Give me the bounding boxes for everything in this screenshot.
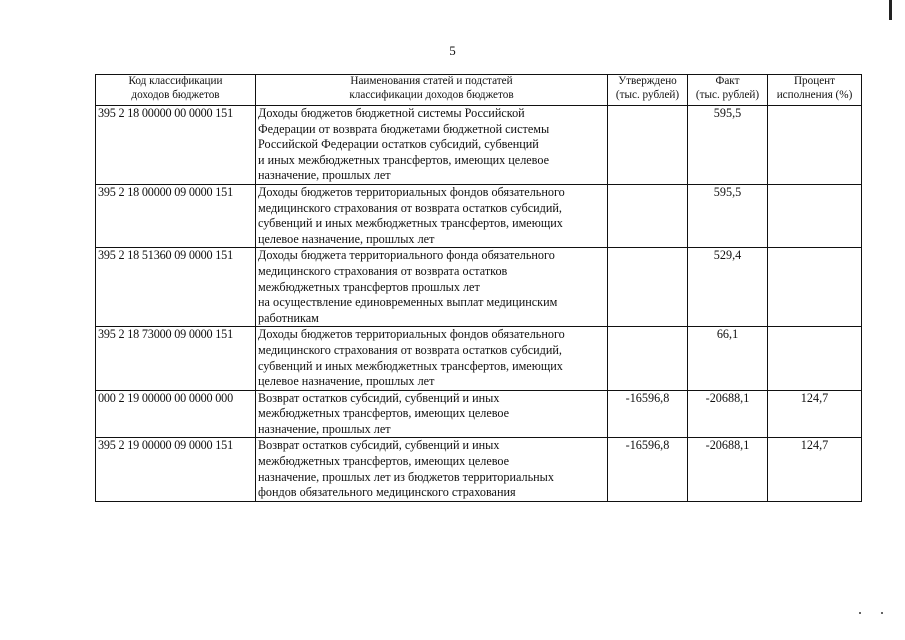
row-name: Доходы бюджета территориального фонда обязательного медицинского страхования от возврата остатков межбюджетных трансфертов прошлых лет на осуществление единовременных выплат медицинским работникам: [256, 248, 608, 327]
row-code: 395 2 18 00000 09 0000 151: [96, 184, 256, 247]
row-fact: 66,1: [688, 327, 768, 390]
row-approved: [608, 327, 688, 390]
row-percent: [768, 184, 862, 247]
row-approved: [608, 248, 688, 327]
scan-speck: [859, 612, 861, 614]
row-percent: 124,7: [768, 390, 862, 438]
row-percent: [768, 327, 862, 390]
header-percent: Процент исполнения (%): [768, 75, 862, 106]
table-row: [96, 438, 862, 501]
scan-edge-mark: [889, 0, 892, 20]
row-percent: 124,7: [768, 438, 862, 501]
row-name: Возврат остатков субсидий, субвенций и иных межбюджетных трансфертов, имеющих целевое назначение, прошлых лет: [256, 390, 608, 438]
row-percent: [768, 106, 862, 185]
table-row: [96, 184, 862, 247]
row-name: Доходы бюджетов территориальных фондов обязательного медицинского страхования от возврата остатков субсидий, субвенций и иных межбюджетных трансфертов, имеющих целевое назначение, прошлых лет: [256, 184, 608, 247]
header-row: [96, 75, 862, 106]
row-name: Возврат остатков субсидий, субвенций и иных межбюджетных трансфертов, имеющих целевое назначение, прошлых лет из бюджетов территориальных фондов обязательного медицинского страхования: [256, 438, 608, 501]
table-row: [96, 248, 862, 327]
row-percent: [768, 248, 862, 327]
row-name: Доходы бюджетов бюджетной системы Российской Федерации от возврата бюджетами бюджетной системы Российской Федерации остатков субсидий, субвенций и иных межбюджетных трансфертов, имеющих целевое назначение, прошлых лет: [256, 106, 608, 185]
row-fact: 595,5: [688, 106, 768, 185]
header-code: Код классификации доходов бюджетов: [96, 75, 256, 106]
row-fact: 529,4: [688, 248, 768, 327]
row-code: 395 2 18 73000 09 0000 151: [96, 327, 256, 390]
row-code: 395 2 18 51360 09 0000 151: [96, 248, 256, 327]
revenue-table: [95, 74, 862, 502]
page-number: 5: [449, 43, 456, 58]
table-row: [96, 106, 862, 185]
row-fact: 595,5: [688, 184, 768, 247]
table-row: [96, 390, 862, 438]
row-approved: -16596,8: [608, 390, 688, 438]
row-approved: -16596,8: [608, 438, 688, 501]
header-approved: Утверждено (тыс. рублей): [608, 75, 688, 106]
row-approved: [608, 184, 688, 247]
row-name: Доходы бюджетов территориальных фондов обязательного медицинского страхования от возврата остатков субсидий, субвенций и иных межбюджетных трансфертов, имеющих целевое назначение, прошлых лет: [256, 327, 608, 390]
scan-speck: [881, 612, 883, 614]
header-name: Наименования статей и подстатей классификации доходов бюджетов: [256, 75, 608, 106]
header-fact: Факт (тыс. рублей): [688, 75, 768, 106]
row-fact: -20688,1: [688, 390, 768, 438]
row-fact: -20688,1: [688, 438, 768, 501]
row-code: 395 2 18 00000 00 0000 151: [96, 106, 256, 185]
row-code: 395 2 19 00000 09 0000 151: [96, 438, 256, 501]
row-approved: [608, 106, 688, 185]
table-row: [96, 327, 862, 390]
row-code: 000 2 19 00000 00 0000 000: [96, 390, 256, 438]
